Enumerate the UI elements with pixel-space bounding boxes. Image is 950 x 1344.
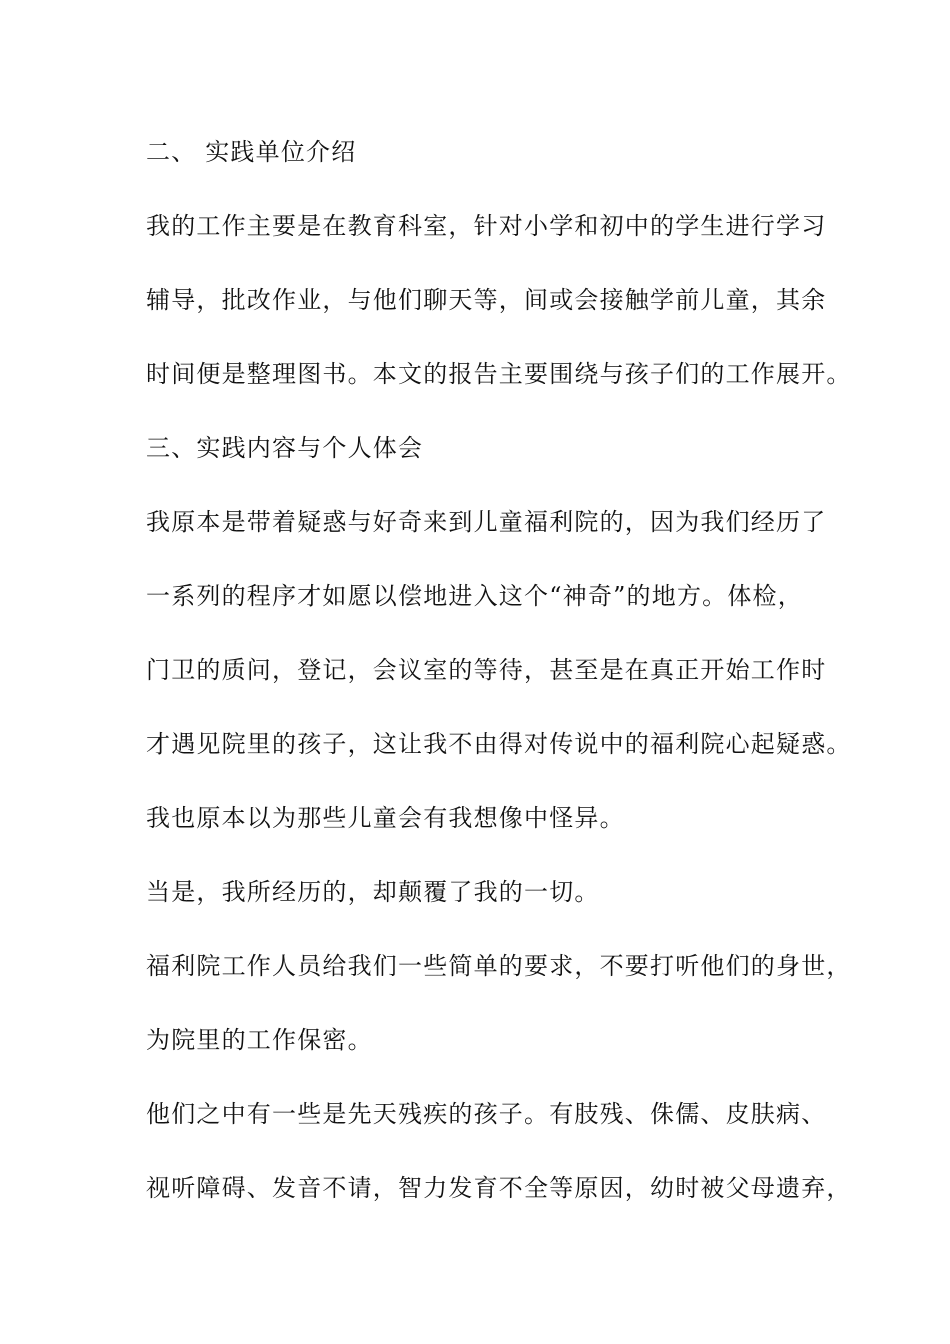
paragraph-line: 他们之中有一些是先天残疾的孩子。有肢残、侏儒、皮肤病、 [146,1100,827,1128]
paragraph-line: 门卫的质问，登记，会议室的等待，甚至是在真正开始工作时 [146,656,827,684]
paragraph-line: 我原本是带着疑惑与好奇来到儿童福利院的，因为我们经历了 [146,508,827,536]
paragraph-line: 一系列的程序才如愿以偿地进入这个“神奇”的地方。体检， [146,582,803,610]
section-heading-unit-intro: 二、 实践单位介绍 [146,138,357,166]
paragraph-line: 为院里的工作保密。 [146,1026,373,1054]
paragraph-line: 我的工作主要是在教育科室，针对小学和初中的学生进行学习 [146,212,827,240]
paragraph-line: 才遇见院里的孩子，这让我不由得对传说中的福利院心起疑惑。 [146,730,852,758]
paragraph-line: 辅导，批改作业，与他们聊天等，间或会接触学前儿童，其余 [146,286,827,314]
paragraph-line: 时间便是整理图书。本文的报告主要围绕与孩子们的工作展开。 [146,360,852,388]
paragraph-line: 当是，我所经历的，却颠覆了我的一切。 [146,878,600,906]
section-heading-practice-content: 三、实践内容与个人体会 [146,434,424,462]
paragraph-line: 福利院工作人员给我们一些简单的要求，不要打听他们的身世， [146,952,852,980]
paragraph-line: 视听障碍、发音不请，智力发育不全等原因，幼时被父母遗弃， [146,1174,852,1202]
paragraph-line: 我也原本以为那些儿童会有我想像中怪异。 [146,804,625,832]
